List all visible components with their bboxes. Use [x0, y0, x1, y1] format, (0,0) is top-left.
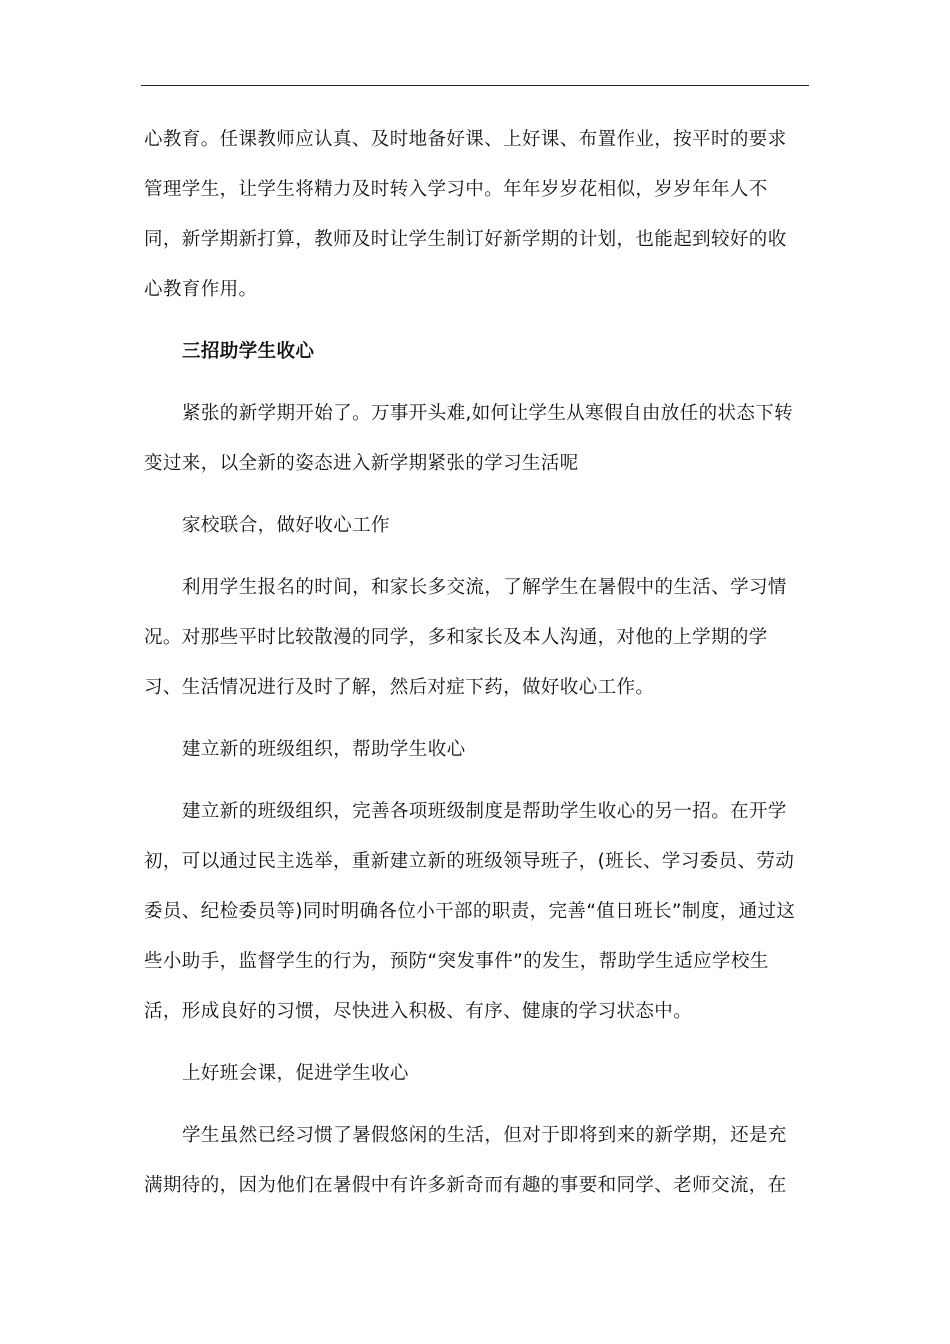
paragraph-line: 活，形成良好的习惯，尽快进入积极、有序、健康的学习状态中。	[144, 1001, 693, 1022]
section-heading: 三招助学生收心	[182, 341, 315, 362]
subheading: 家校联合，做好收心工作	[182, 515, 390, 536]
paragraph-line: 变过来，以全新的姿态进入新学期紧张的学习生活呢	[144, 453, 579, 474]
paragraph	[144, 115, 804, 315]
paragraph	[144, 1111, 804, 1211]
paragraph-line: 紧张的新学期开始了。万事开头难,如何让学生从寒假自由放任的状态下转	[182, 403, 794, 424]
subheading: 上好班会课，促进学生收心	[182, 1063, 409, 1084]
paragraph-line: 心教育作用。	[144, 279, 258, 300]
paragraph-line: 管理学生，让学生将精力及时转入学习中。年年岁岁花相似，岁岁年年人不	[144, 179, 768, 200]
paragraph-line: 习、生活情况进行及时了解，然后对症下药，做好收心工作。	[144, 677, 655, 698]
paragraph	[144, 787, 804, 1037]
document-body	[144, 115, 804, 1211]
paragraph	[144, 563, 804, 713]
paragraph-line: 利用学生报名的时间，和家长多交流，了解学生在暑假中的生活、学习情	[182, 577, 787, 598]
subheading: 建立新的班级组织，帮助学生收心	[182, 739, 466, 760]
header-rule	[141, 85, 809, 86]
paragraph-line: 心教育。任课教师应认真、及时地备好课、上好课、布置作业，按平时的要求	[144, 129, 787, 150]
paragraph-line: 况。对那些平时比较散漫的同学，多和家长及本人沟通，对他的上学期的学	[144, 627, 768, 648]
paragraph-line: 满期待的，因为他们在暑假中有许多新奇而有趣的事要和同学、老师交流，在	[144, 1175, 787, 1196]
paragraph-line: 同，新学期新打算，教师及时让学生制订好新学期的计划，也能起到较好的收	[144, 229, 787, 250]
paragraph	[144, 389, 804, 489]
paragraph-line: 学生虽然已经习惯了暑假悠闲的生活，但对于即将到来的新学期，还是充	[182, 1125, 787, 1146]
paragraph-line: 些小助手，监督学生的行为，预防“突发事件”的发生，帮助学生适应学校生	[144, 951, 769, 972]
paragraph-line: 委员、纪检委员等)同时明确各位小干部的职责，完善“值日班长”制度，通过这	[144, 901, 796, 922]
paragraph-line: 建立新的班级组织，完善各项班级制度是帮助学生收心的另一招。在开学	[182, 801, 787, 822]
paragraph-line: 初，可以通过民主选举，重新建立新的班级领导班子，(班长、学习委员、劳动	[144, 851, 795, 872]
